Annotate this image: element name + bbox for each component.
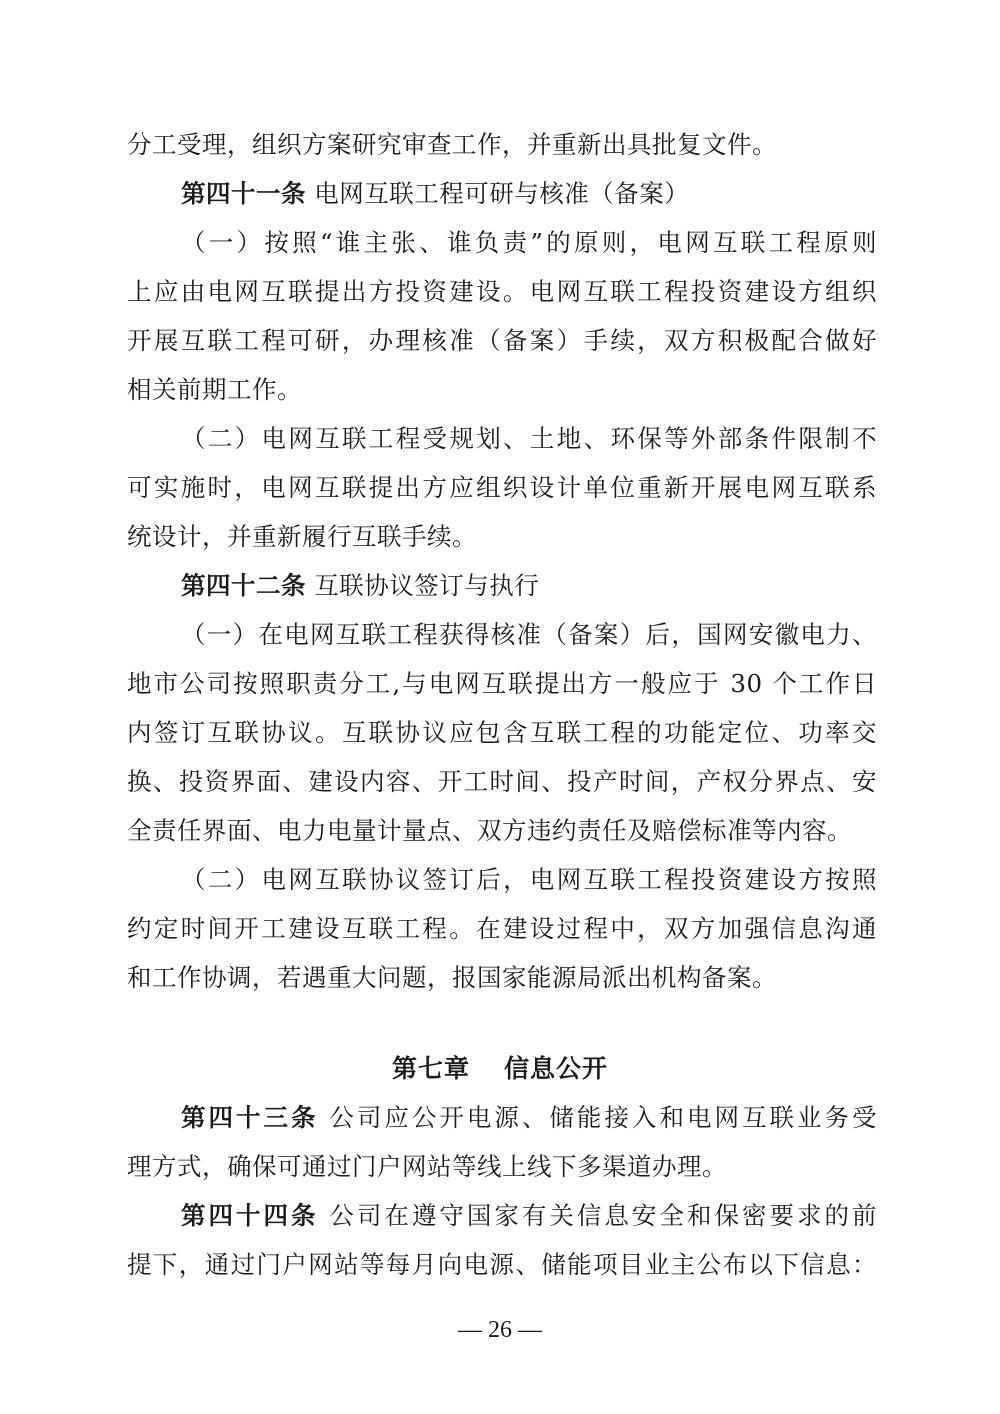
paragraph-line: 开展互联工程可研，办理核准（备案）手续，双方积极配合做好	[127, 326, 877, 355]
paragraph-line: 上应由电网互联提出方投资建设。电网互联工程投资建设方组织	[127, 277, 877, 306]
chapter-number: 第七章	[391, 1054, 470, 1083]
paragraph-line: 相关前期工作。	[127, 375, 302, 404]
article-41-heading-line	[181, 177, 877, 211]
article-44-text: 公司在遵守国家有关信息安全和保密要求的前	[318, 1201, 877, 1230]
article-44-line	[181, 1199, 877, 1233]
article-43-label: 第四十三条	[181, 1103, 319, 1132]
paragraph-line: 内签订互联协议。互联协议应包含互联工程的功能定位、功率交	[127, 718, 877, 747]
paragraph-line: （二）电网互联工程受规划、土地、环保等外部条件限制不	[181, 424, 877, 453]
paragraph-line: 分工受理，组织方案研究审查工作，并重新出具批复文件。	[127, 130, 777, 159]
chapter-title: 信息公开	[504, 1054, 609, 1083]
paragraph-line: 地市公司按照职责分工,与电网互联提出方一般应于 30 个工作日	[127, 669, 877, 698]
paragraph-line: （一）按照“谁主张、谁负责”的原则，电网互联工程原则	[181, 228, 877, 257]
article-43-line	[181, 1101, 877, 1135]
article-43-text: 公司应公开电源、储能接入和电网互联业务受	[318, 1103, 877, 1132]
paragraph-line: 提下，通过门户网站等每月向电源、储能项目业主公布以下信息：	[127, 1250, 877, 1279]
article-42-label: 第四十二条	[181, 571, 306, 600]
paragraph-line: 换、投资界面、建设内容、开工时间、投产时间，产权分界点、安	[127, 767, 877, 796]
article-42-title: 互联协议签订与执行	[306, 571, 540, 600]
page-number: — 26 —	[458, 1317, 542, 1343]
article-41-label: 第四十一条	[181, 179, 306, 208]
paragraph-line: 和工作协调，若遇重大问题，报国家能源局派出机构备案。	[127, 963, 777, 992]
paragraph-line: 全责任界面、电力电量计量点、双方违约责任及赔偿标准等内容。	[127, 816, 852, 845]
article-41-title: 电网互联工程可研与核准（备案）	[306, 179, 690, 208]
article-42-heading-line	[181, 569, 877, 603]
paragraph-line: 可实施时，电网互联提出方应组织设计单位重新开展电网互联系	[127, 473, 877, 502]
paragraph-line: 统设计，并重新履行互联手续。	[127, 522, 477, 551]
paragraph-line: （一）在电网互联工程获得核准（备案）后，国网安徽电力、	[181, 620, 877, 649]
paragraph-line: （二）电网互联协议签订后，电网互联工程投资建设方按照	[181, 865, 877, 894]
article-44-label: 第四十四条	[181, 1201, 319, 1230]
chapter-heading	[0, 1052, 1000, 1086]
paragraph-line: 理方式，确保可通过门户网站等线上线下多渠道办理。	[127, 1152, 727, 1181]
paragraph-line: 约定时间开工建设互联工程。在建设过程中，双方加强信息沟通	[127, 914, 877, 943]
